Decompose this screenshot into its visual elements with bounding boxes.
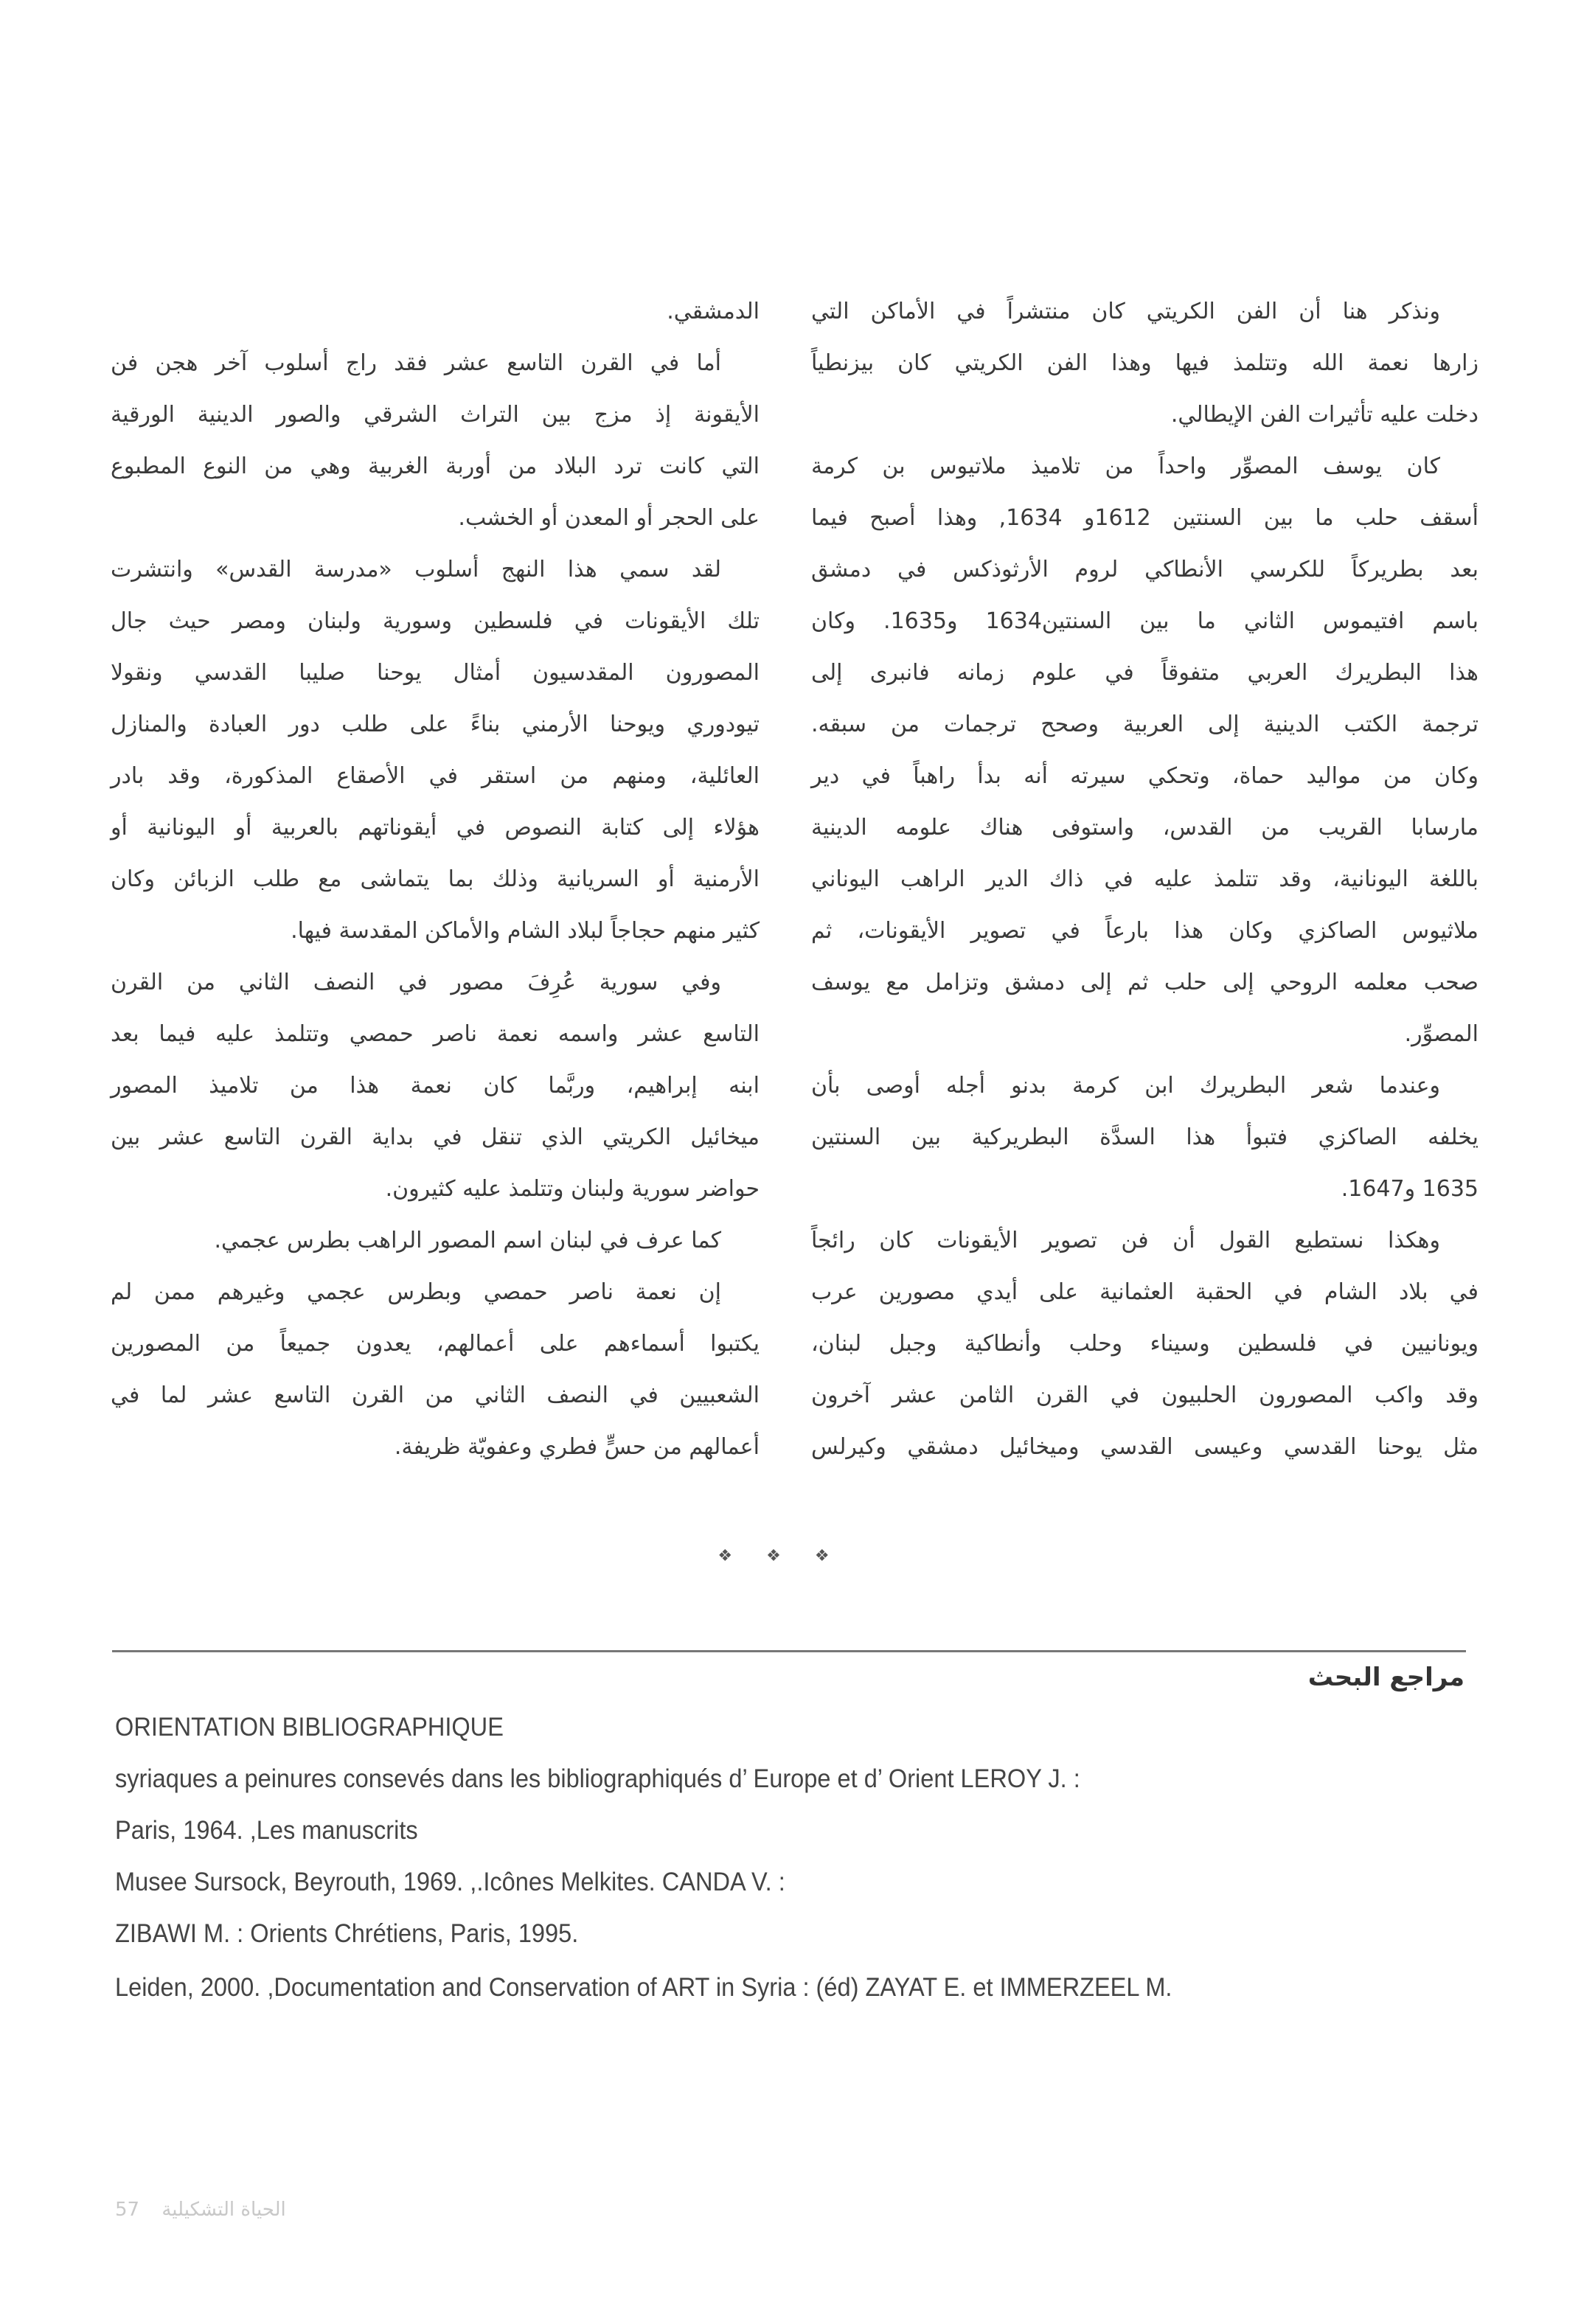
text-line: يكتبوا أسماءهم على أعمالهم، يعدون جميعاً من المصورين	[111, 1331, 760, 1357]
text-line: المصوِّر.	[1404, 1021, 1479, 1047]
text-line: حواضر سورية ولبنان وتتلمذ عليه كثيرون.	[385, 1176, 760, 1202]
text-line: في بلاد الشام في الحقبة العثمانية على أيدي مصورين عرب	[811, 1279, 1479, 1305]
paragraph	[111, 286, 760, 338]
text-line: وقد واكب المصورون الحلبيون في القرن الثامن عشر آخرون	[811, 1382, 1479, 1408]
text-line: الشعبيين في النصف الثاني من القرن التاسع عشر لما في	[111, 1382, 760, 1408]
text-line: تلك الأيقونات في فلسطين وسورية ولبنان ومصر حيث جال	[111, 608, 760, 634]
text-line: الدمشقي.	[667, 299, 760, 324]
divider-line	[112, 1650, 1466, 1652]
text-line: الأيقونة إذ مزج بين التراث الشرقي والصور الدينية الورقية	[111, 402, 760, 428]
text-line: 1635 و1647.	[1341, 1176, 1479, 1202]
paragraph	[811, 441, 1479, 1060]
text-line: المصورون المقدسيون أمثال يوحنا صليبا القدسي ونقولا	[111, 660, 760, 686]
text-line: باللغة اليونانية، وقد تتلمذ عليه في ذاك الدير الراهب اليوناني	[811, 866, 1479, 892]
text-line: العائلية، ومنهم من استقر في الأصقاع المذكورة، وقد بادر	[111, 763, 760, 789]
reference-item: Leiden, 2000. ,Documentation and Conservation of ART in Syria : (éd) ZAYAT E. et IMMERZEEL M.	[115, 1973, 1172, 2002]
text-line: مثل يوحنا القدسي وعيسى القدسي وميخائيل دمشقي وكيرلس	[811, 1434, 1479, 1460]
text-line: وكان من مواليد حماة، وتحكي سيرته أنه بدأ راهباً في دير	[811, 763, 1479, 789]
text-line: الأرمنية أو السريانية وذلك بما يتماشى مع طلب الزبائن وكان	[111, 866, 760, 892]
text-line: أسقف حلب ما بين السنتين 1612و 1634, وهذا أصبح فيما	[811, 505, 1479, 531]
text-line: إن نعمة ناصر حمصي وبطرس عجمي وغيرهم ممن لم	[111, 1279, 721, 1305]
text-line: زارها نعمة الله وتتلمذ فيها وهذا الفن الكريتي كان بيزنطياً	[811, 350, 1479, 376]
text-line: وهكذا نستطيع القول أن فن تصوير الأيقونات كان رائجاً	[811, 1228, 1440, 1253]
text-line: دخلت عليه تأثيرات الفن الإيطالي.	[1170, 402, 1479, 428]
text-line: ترجمة الكتب الدينية إلى العربية وصحح ترجمات من سبقه.	[811, 712, 1479, 737]
left-text-column	[111, 286, 760, 1473]
text-line: هؤلاء إلى كتابة النصوص في أيقوناتهم بالعربية أو اليونانية أو	[111, 815, 760, 841]
text-line: وفي سورية عُرِفَ مصور في النصف الثاني من القرن	[111, 970, 721, 995]
paragraph	[111, 544, 760, 957]
text-line: ويونانيين في فلسطين وسيناء وحلب وأنطاكية وجبل لبنان،	[811, 1331, 1479, 1357]
text-line: بعد بطريركاً للكرسي الأنطاكي لروم الأرثوذكس في دمشق	[811, 557, 1479, 582]
text-line: باسم افتيموس الثاني ما بين السنتين1634 و1635. وكان	[811, 608, 1479, 634]
paragraph	[811, 1215, 1479, 1473]
text-line: ملاثيوس الصاكزي وكان هذا بارعاً في تصوير الأيقونات، ثم	[811, 918, 1479, 944]
text-line: ونذكر هنا أن الفن الكريتي كان منتشراً في الأماكن التي	[811, 299, 1440, 324]
text-line: لقد سمي هذا النهج أسلوب «مدرسة القدس» وانتشرت	[111, 557, 721, 582]
paragraph	[811, 286, 1479, 441]
text-line: كثير منهم حجاجاً لبلاد الشام والأماكن المقدسة فيها.	[291, 918, 760, 944]
text-line: ابنه إبراهيم، وربَّما كان نعمة هذا من تلاميذ المصور	[111, 1073, 760, 1099]
section-ornament: ❖❖❖	[717, 1547, 864, 1565]
text-line: ميخائيل الكريتي الذي تنقل في بداية القرن التاسع عشر بين	[111, 1124, 760, 1150]
paragraph	[111, 1215, 760, 1267]
references-heading: مراجع البحث	[1307, 1663, 1464, 1692]
text-line: أعمالهم من حسٍّ فطري وعفويّة ظريفة.	[394, 1434, 760, 1460]
reference-item: Paris, 1964. ,Les manuscrits	[115, 1816, 418, 1845]
text-line: يخلفه الصاكزي فتبوأ هذا السدَّة البطريركية بين السنتين	[811, 1124, 1479, 1150]
paragraph	[111, 1267, 760, 1473]
paragraph	[811, 1060, 1479, 1215]
paragraph	[111, 338, 760, 544]
text-line: التاسع عشر واسمه نعمة ناصر حمصي وتتلمذ عليه فيما بعد	[111, 1021, 760, 1047]
text-line: تيودوري ويوحنا الأرمني بناءً على طلب دور العبادة والمنازل	[111, 712, 760, 737]
reference-item: ORIENTATION BIBLIOGRAPHIQUE	[115, 1713, 504, 1742]
text-line: على الحجر أو المعدن أو الخشب.	[458, 505, 760, 531]
page-number: 57	[115, 2199, 140, 2221]
text-line: التي كانت ترد البلاد من أوربة الغربية وهي من النوع المطبوع	[111, 453, 760, 479]
page-footer	[115, 2199, 302, 2221]
right-text-column	[811, 286, 1479, 1473]
text-line: كما عرف في لبنان اسم المصور الراهب بطرس عجمي.	[214, 1228, 721, 1253]
text-line: مارسابا القريب من القدس، واستوفى هناك علومه الدينية	[811, 815, 1479, 841]
reference-item: ZIBAWI M. : Orients Chrétiens, Paris, 1995.	[115, 1919, 579, 1948]
reference-item: syriaques a peinures consevés dans les bibliographiqués d’ Europe et d’ Orient LEROY J. :	[115, 1764, 1080, 1793]
text-line: كان يوسف المصوِّر واحداً من تلاميذ ملاتيوس بن كرمة	[811, 453, 1440, 479]
paragraph	[111, 957, 760, 1215]
magazine-name: الحياة التشكيلية	[161, 2199, 286, 2221]
text-line: أما في القرن التاسع عشر فقد راج أسلوب آخر هجن فن	[111, 350, 721, 376]
text-line: صحب معلمه الروحي إلى حلب ثم إلى دمشق وتزامل مع يوسف	[811, 970, 1479, 995]
reference-item: Musee Sursock, Beyrouth, 1969. ,.Icônes Melkites. CANDA V. :	[115, 1868, 785, 1896]
text-line: هذا البطريرك العربي متفوقاً في علوم زمانه فانبرى إلى	[811, 660, 1479, 686]
text-line: وعندما شعر البطريرك ابن كرمة بدنو أجله أوصى بأن	[811, 1073, 1440, 1099]
